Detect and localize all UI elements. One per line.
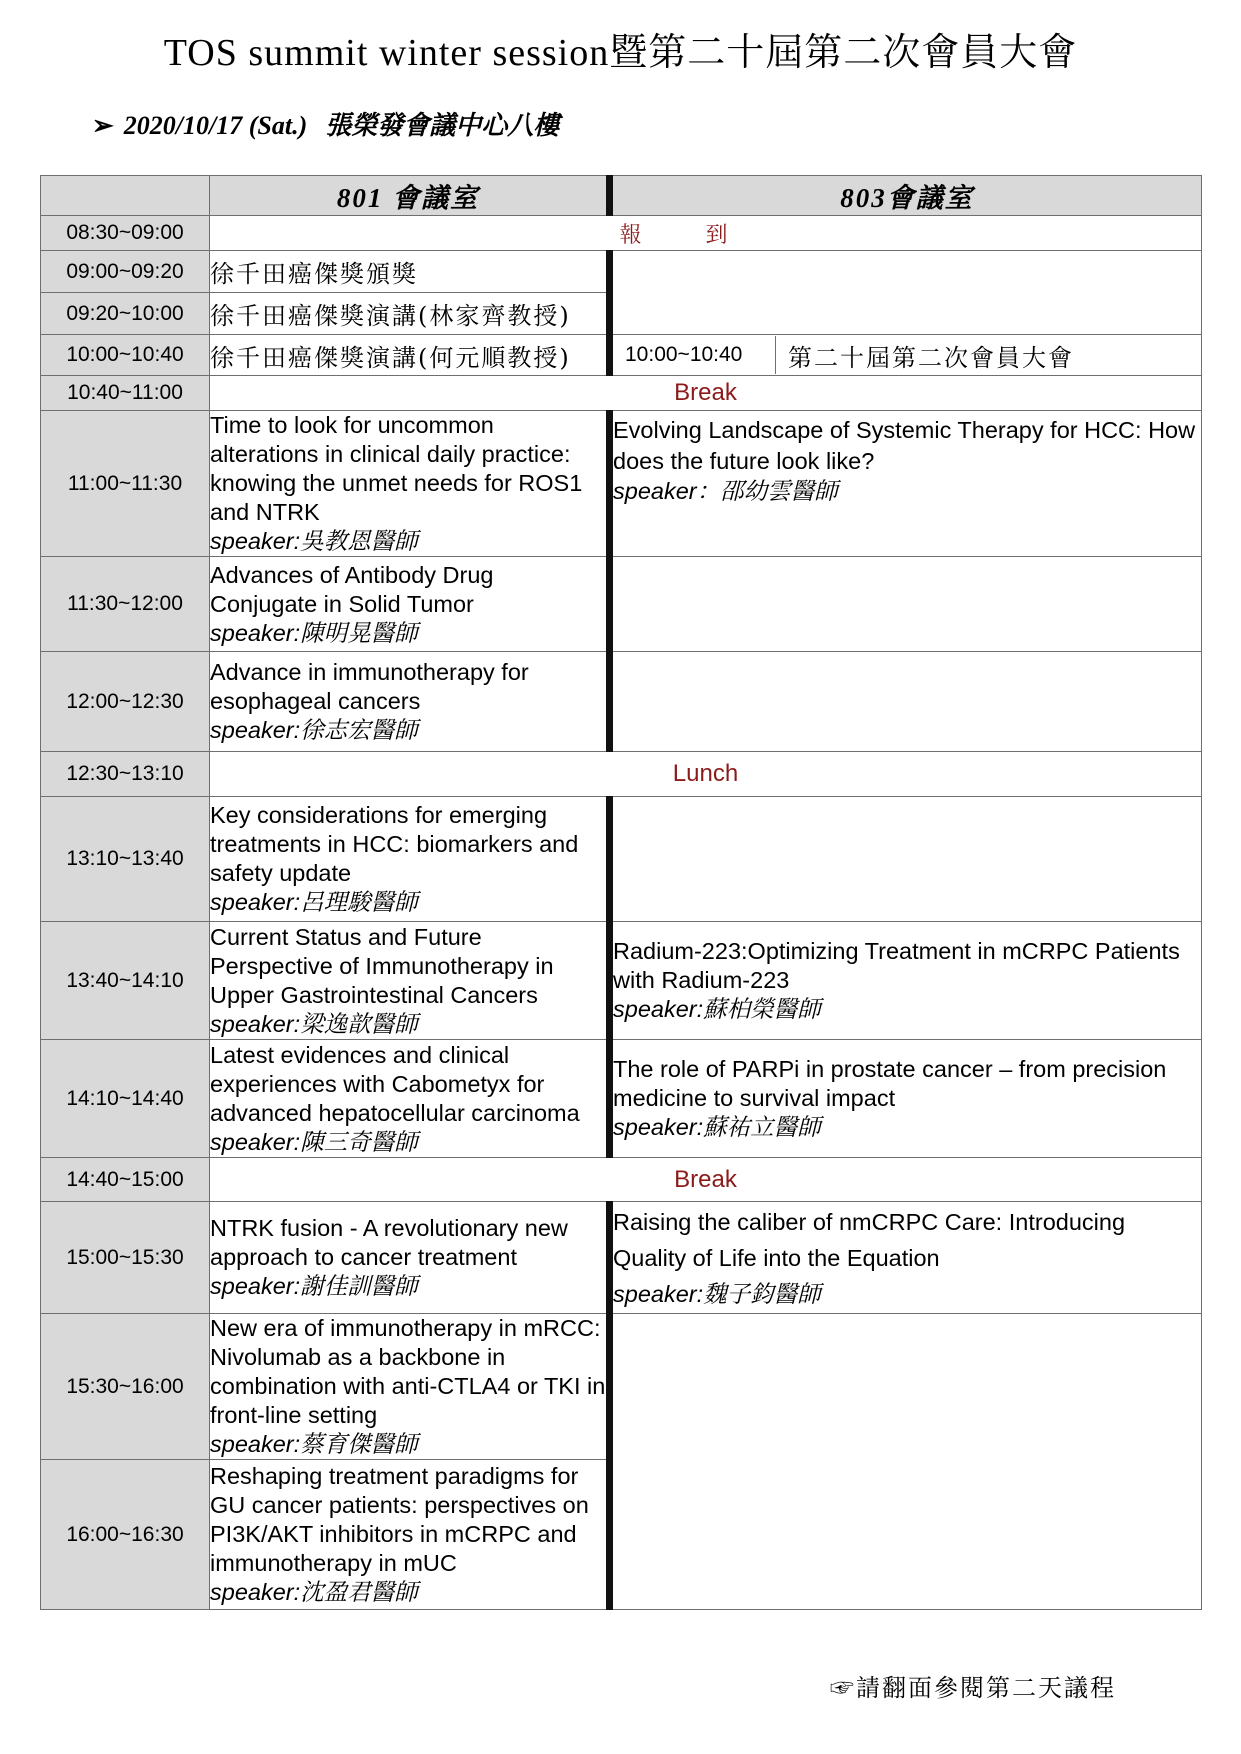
header-corner-cell — [41, 176, 210, 216]
time-cell: 11:00~11:30 — [41, 411, 210, 557]
table-row — [41, 1202, 1202, 1314]
session-803-empty — [610, 251, 1202, 335]
registration-label: 報到 — [619, 221, 792, 247]
talk-title: The role of PARPi in prostate cancer – from precision medicine to survival impact — [613, 1056, 1167, 1111]
registration-cell — [210, 216, 1202, 251]
table-row — [41, 922, 1202, 1040]
talk-speaker: speaker:呂理駿醫師 — [210, 889, 418, 915]
session-803 — [610, 1202, 1202, 1314]
room-803-header: 803會議室 — [610, 176, 1202, 216]
session-801 — [210, 652, 610, 752]
talk-speaker: speaker:吳教恩醫師 — [210, 528, 418, 554]
table-row — [41, 251, 1202, 293]
time-cell: 13:10~13:40 — [41, 797, 210, 922]
talk-speaker: speaker:梁逸歆醫師 — [210, 1010, 418, 1037]
table-row — [41, 1040, 1202, 1158]
footer-text: 請翻面參閱第二天議程 — [856, 1674, 1116, 1702]
table-row — [41, 216, 1202, 251]
time-cell: 12:00~12:30 — [41, 652, 210, 752]
talk-title: Advances of Antibody Drug Conjugate in Solid Tumor — [210, 561, 494, 617]
session-801 — [210, 411, 610, 557]
talk-speaker: speaker:陳明晃醫師 — [210, 619, 418, 646]
session-803-time: 10:00~10:40 — [613, 336, 776, 374]
talk-title: Radium-223:Optimizing Treatment in mCRPC Patients with Radium-223 — [613, 938, 1180, 993]
talk-speaker: speaker:蘇柏榮醫師 — [613, 996, 821, 1022]
time-cell: 10:00~10:40 — [41, 335, 210, 376]
time-cell: 16:00~16:30 — [41, 1460, 210, 1610]
talk-speaker: speaker:蘇祐立醫師 — [613, 1114, 821, 1140]
talk-title: Advance in immunotherapy for esophageal cancers — [210, 659, 529, 714]
session-803-empty — [610, 797, 1202, 922]
session-801 — [210, 1040, 610, 1158]
talk-title: Reshaping treatment paradigms for GU cancer patients: perspectives on PI3K/AKT inhibitors in mCRPC and immunotherapy in mUC — [210, 1463, 589, 1576]
time-cell: 09:20~10:00 — [41, 293, 210, 335]
lunch-label: Lunch — [210, 752, 1202, 797]
session-803 — [610, 922, 1202, 1040]
pointing-hand-icon: ☞ — [830, 1674, 856, 1702]
table-row — [41, 557, 1202, 652]
session-803 — [610, 335, 1202, 376]
table-row — [41, 1158, 1202, 1202]
break-label: Break — [210, 1158, 1202, 1202]
table-header-row — [41, 176, 1202, 216]
talk-title: Raising the caliber of nmCRPC Care: Introducing Quality of Life into the Equation — [613, 1208, 1126, 1271]
break-label: Break — [210, 376, 1202, 411]
session-801 — [210, 922, 610, 1040]
event-date: 2020/10/17 (Sat.) — [123, 111, 308, 140]
session-801 — [210, 1460, 610, 1610]
time-cell: 09:00~09:20 — [41, 251, 210, 293]
time-cell: 12:30~13:10 — [41, 752, 210, 797]
table-row — [41, 335, 1202, 376]
event-date-venue — [92, 108, 559, 144]
table-row — [41, 652, 1202, 752]
talk-title: New era of immunotherapy in mRCC: Nivolumab as a backbone in combination with anti-CTLA4 or TKI in front-line setting — [210, 1315, 606, 1428]
time-cell: 14:10~14:40 — [41, 1040, 210, 1158]
session-801 — [210, 797, 610, 922]
session-801: 徐千田癌傑獎頒獎 — [210, 251, 610, 293]
talk-title: Current Status and Future Perspective of Immunotherapy in Upper Gastrointestinal Cancers — [210, 923, 554, 1008]
room-801-header: 801 會議室 — [210, 176, 610, 216]
session-801: 徐千田癌傑獎演講(何元順教授) — [210, 335, 610, 376]
talk-title: Latest evidences and clinical experiences with Cabometyx for advanced hepatocellular carcinoma — [210, 1041, 580, 1126]
time-cell: 10:40~11:00 — [41, 376, 210, 411]
table-row — [41, 411, 1202, 557]
session-803-title: 第二十屆第二次會員大會 — [788, 343, 1074, 372]
talk-speaker: speaker:沈盈君醫師 — [210, 1579, 418, 1605]
time-cell: 15:30~16:00 — [41, 1314, 210, 1460]
session-801 — [210, 1314, 610, 1460]
arrow-bullet-icon: ➢ — [92, 111, 114, 140]
time-cell: 13:40~14:10 — [41, 922, 210, 1040]
talk-speaker: speaker:魏子鈞醫師 — [613, 1280, 821, 1307]
session-801: 徐千田癌傑獎演講(林家齊教授) — [210, 293, 610, 335]
talk-speaker: speaker:謝佳訓醫師 — [210, 1273, 418, 1299]
session-803 — [610, 1040, 1202, 1158]
talk-speaker: speaker:徐志宏醫師 — [210, 717, 418, 743]
time-cell: 14:40~15:00 — [41, 1158, 210, 1202]
talk-title: NTRK fusion - A revolutionary new approach to cancer treatment — [210, 1215, 568, 1270]
time-cell: 08:30~09:00 — [41, 216, 210, 251]
event-venue: 張榮發會議中心八樓 — [325, 111, 560, 140]
time-cell: 11:30~12:00 — [41, 557, 210, 652]
table-row — [41, 1314, 1202, 1460]
session-803-empty — [610, 557, 1202, 652]
table-row — [41, 376, 1202, 411]
session-801 — [210, 557, 610, 652]
talk-title: Time to look for uncommon alterations in clinical daily practice: knowing the unmet needs for ROS1 and NTRK — [210, 412, 583, 525]
footer-note — [830, 1668, 1116, 1703]
session-803-empty — [610, 1314, 1202, 1610]
talk-speaker: speaker：邵幼雲醫師 — [613, 478, 838, 504]
schedule-table — [40, 175, 1202, 1610]
talk-title: Key considerations for emerging treatments in HCC: biomarkers and safety update — [210, 802, 579, 886]
time-cell: 15:00~15:30 — [41, 1202, 210, 1314]
session-803-empty — [610, 652, 1202, 752]
page-title: TOS summit winter session暨第二十屆第二次會員大會 — [163, 32, 1078, 74]
session-801 — [210, 1202, 610, 1314]
table-row — [41, 752, 1202, 797]
table-row — [41, 797, 1202, 922]
talk-title: Evolving Landscape of Systemic Therapy for HCC: How does the future look like? — [613, 417, 1196, 474]
session-803 — [610, 411, 1202, 557]
talk-speaker: speaker:陳三奇醫師 — [210, 1128, 418, 1155]
talk-speaker: speaker:蔡育傑醫師 — [210, 1431, 418, 1457]
